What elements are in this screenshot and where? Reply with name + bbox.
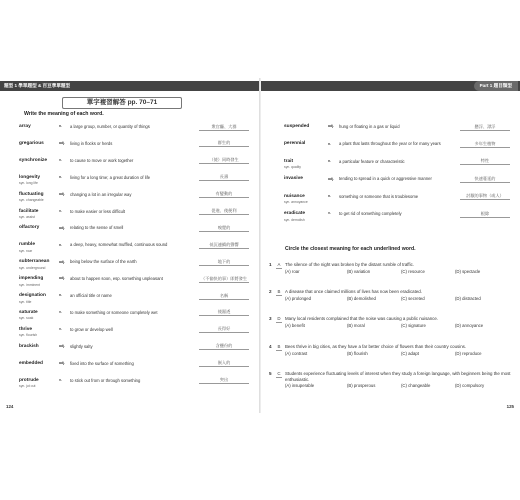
answer-option[interactable]: (D) spectacle <box>455 269 481 274</box>
page-number-right: 125 <box>506 404 514 409</box>
vocab-answer: 快速蔓延的 <box>460 176 510 183</box>
part-of-speech: v. <box>59 158 62 163</box>
vocab-synonym: syn. assist <box>19 215 35 219</box>
vocab-word: gregarious <box>19 140 44 146</box>
part-of-speech: adj. <box>328 176 335 181</box>
vocab-definition: living in flocks or herds <box>70 140 113 146</box>
answer-option[interactable]: (B) demolished <box>347 296 376 301</box>
part-of-speech: n. <box>328 141 332 146</box>
vocab-row <box>284 194 519 208</box>
vocab-definition: fixed into the surface of something <box>70 360 134 366</box>
vocab-answer: 地下的 <box>199 259 249 266</box>
vocab-synonym: syn. jut out <box>19 384 36 388</box>
vocab-word: rumble <box>19 242 35 248</box>
vocab-word: embedded <box>19 360 43 366</box>
vocab-answer: 根除 <box>460 211 510 218</box>
vocab-answer: 使濕透 <box>199 309 249 316</box>
vocab-definition: to make something or someone completely wet <box>70 309 158 315</box>
answer-option[interactable]: (C) adapt <box>401 351 419 356</box>
vocab-definition: something or someone that is troublesome <box>339 193 419 199</box>
vocab-definition: about to happen soon, esp. something unpleasant <box>70 276 163 282</box>
vocab-word: array <box>19 124 31 129</box>
question-answer: C <box>277 371 281 376</box>
answer-option[interactable]: (C) resource <box>401 269 425 274</box>
vocab-synonym: syn. title <box>19 299 32 304</box>
vocab-definition: tending to spread in a quick or aggressive manner <box>339 176 432 182</box>
vocab-word: thrive <box>19 326 33 332</box>
answer-option[interactable]: (C) signature <box>401 323 426 328</box>
vocab-synonym: syn. imminent <box>19 282 40 287</box>
part-of-speech: adj. <box>59 276 66 281</box>
answer-section-title: 單字複習解答 pp. 70–71 <box>62 97 182 109</box>
part-of-speech: adj. <box>59 141 66 146</box>
vocab-row <box>284 124 519 138</box>
vocab-definition: a particular feature or characteristic <box>339 158 405 164</box>
part-of-speech: n. <box>328 193 332 198</box>
vocab-row <box>284 141 519 155</box>
question-number: 1 <box>269 262 272 267</box>
part-of-speech: adj. <box>59 191 66 196</box>
vocab-synonym: syn. quality <box>284 165 301 170</box>
question-number: 3 <box>269 316 272 321</box>
vocab-row <box>19 192 254 206</box>
vocab-definition: to grow or develop well <box>70 326 113 332</box>
vocab-definition: hung or floating in a gas or liquid <box>339 124 400 129</box>
answer-option[interactable]: (B) prosperous <box>347 382 376 388</box>
part-of-speech: n. <box>59 242 63 247</box>
vocab-answer: 懸浮、漂浮 <box>460 124 510 131</box>
vocab-answer: 含鹽份的 <box>199 343 249 350</box>
vocab-definition: to cause to move or work together <box>70 157 134 163</box>
part-of-speech: v. <box>59 327 62 332</box>
vocab-synonym: syn. demolish <box>284 217 305 222</box>
vocab-row <box>19 361 254 375</box>
vocab-answer: 突出 <box>199 377 249 384</box>
vocab-row <box>19 225 254 239</box>
vocab-definition: an official title or name <box>70 293 112 298</box>
vocab-definition: a large group, number, or quantity of things <box>70 124 150 129</box>
vocab-word: protrude <box>19 377 39 383</box>
page-number-left: 124 <box>6 404 14 409</box>
vocab-synonym: syn. changeable <box>19 198 44 203</box>
question-answer: B <box>277 344 281 349</box>
answer-option[interactable]: (C) secreted <box>401 296 425 301</box>
question-number: 2 <box>269 289 272 294</box>
vocab-definition: slightly salty <box>70 343 93 349</box>
instruction-circle-meaning: Circle the closest meaning for each underlined word. <box>285 246 416 252</box>
vocab-answer: 嗅覺的 <box>199 225 249 232</box>
right-header-label: Part 1 題目類型 <box>474 81 518 91</box>
vocab-answer: 特性 <box>460 158 510 165</box>
vocab-answer: 促進、使便利 <box>199 208 249 215</box>
part-of-speech: adj. <box>59 225 66 230</box>
vocab-definition: changing a lot in an irregular way <box>70 191 132 197</box>
answer-option[interactable]: (B) moral <box>347 323 365 328</box>
part-of-speech: v. <box>328 211 331 216</box>
vocab-row <box>19 124 254 138</box>
right-header-bar <box>261 81 520 91</box>
part-of-speech: adj. <box>59 344 66 349</box>
vocab-word: fluctuating <box>19 191 44 197</box>
vocab-synonym: syn. roar <box>19 248 33 253</box>
vocab-answer: 群生的 <box>199 140 249 147</box>
part-of-speech: n. <box>59 124 63 129</box>
vocab-row <box>19 209 254 223</box>
part-of-speech: v. <box>59 310 62 315</box>
question-stem: Students experience fluctuating levels of interest when they study a foreign language, with beginners being the most enthusiastic. <box>285 371 511 382</box>
vocab-synonym: syn. annoyance <box>284 200 308 205</box>
question-stem: Bees thrive in big cities, as they have a far better choice of flowers than their country cousins. <box>285 344 467 349</box>
vocab-answer: 多年生植物 <box>460 141 510 148</box>
answer-option[interactable]: (D) annoyance <box>455 323 484 328</box>
vocab-word: invasive <box>284 176 303 182</box>
vocab-definition: to get rid of something completely <box>339 211 402 216</box>
vocab-word: suspended <box>284 124 310 129</box>
question-stem: Many local residents complained that the noise was causing a public nuisance. <box>285 316 439 321</box>
answer-option[interactable]: (B) flourish <box>347 351 368 356</box>
vocab-word: perennial <box>284 141 306 147</box>
part-of-speech: v. <box>59 377 62 382</box>
vocab-definition: living for a long time; a great duration of life <box>70 174 151 180</box>
vocab-definition: to stick out from or through something <box>70 377 141 383</box>
part-of-speech: adj. <box>328 124 335 129</box>
vocab-answer: 討厭的事物（或人） <box>460 193 510 200</box>
answer-option[interactable]: (D) reproduce <box>455 351 482 356</box>
vocab-row <box>19 378 254 392</box>
answer-option[interactable]: (A) roar <box>285 269 300 274</box>
part-of-speech: n. <box>59 293 63 298</box>
vocab-answer: 嵌入的 <box>199 360 249 367</box>
part-of-speech: n. <box>328 159 332 164</box>
vocab-row <box>19 293 254 307</box>
part-of-speech: adj. <box>59 259 66 264</box>
part-of-speech: n. <box>59 175 63 180</box>
vocab-word: saturate <box>19 309 38 315</box>
vocab-row <box>19 327 254 341</box>
answer-option[interactable]: (A) contrast <box>285 351 308 356</box>
vocab-definition: a deep, heavy, somewhat muffled, continuous sound <box>70 242 168 248</box>
vocab-word: facilitate <box>19 208 39 214</box>
vocab-row <box>19 175 254 189</box>
vocab-definition: relating to the sense of smell <box>70 225 124 231</box>
vocab-definition: to make easier or less difficult <box>70 208 126 214</box>
question-number: 5 <box>269 371 272 376</box>
vocab-answer: 低沉連續的聲響 <box>199 242 249 249</box>
question-answer: A <box>277 262 281 267</box>
vocab-synonym: syn. long life <box>19 181 38 186</box>
vocab-answer: 長得好 <box>199 326 249 333</box>
vocab-definition: being below the surface of the earth <box>70 259 137 265</box>
vocab-row <box>284 211 519 225</box>
vocab-answer: （不愉快的事）即將發生 <box>200 275 248 281</box>
vocab-row <box>19 276 254 290</box>
vocab-word: trait <box>284 158 294 164</box>
answer-option[interactable]: (C) changeable <box>401 382 431 388</box>
answer-option[interactable]: (A) benefit <box>285 323 305 328</box>
vocab-answer: 衆官廳、大群 <box>199 124 249 131</box>
vocab-definition: a plant that lasts throughout the year or for many years <box>339 141 441 147</box>
vocab-word: brackish <box>19 343 39 349</box>
vocab-row <box>19 158 254 172</box>
vocab-word: olfactory <box>19 225 40 231</box>
vocab-word: longevity <box>19 174 41 180</box>
answer-option[interactable]: (A) insuperable <box>285 382 315 388</box>
right-page <box>261 78 520 413</box>
vocab-row <box>19 259 254 273</box>
vocab-row <box>284 176 519 190</box>
vocab-answer: （使）同時發生 <box>199 157 249 164</box>
vocab-word: designation <box>19 293 46 298</box>
vocab-word: subterranean <box>19 259 50 265</box>
vocab-row <box>19 310 254 324</box>
answer-option[interactable]: (A) prolonged <box>285 296 312 301</box>
book-gutter <box>259 78 261 413</box>
vocab-row <box>19 344 254 358</box>
question-answer: B <box>277 289 281 294</box>
vocab-answer: 長壽 <box>199 174 249 181</box>
vocab-synonym: syn. flourish <box>19 333 38 338</box>
answer-option[interactable]: (D) distracted <box>455 296 481 301</box>
left-page <box>0 78 259 413</box>
question-stem: A disease that once claimed millions of lives has now been eradicated. <box>285 289 422 294</box>
question-answer: D <box>277 316 281 321</box>
vocab-answer: 有變動的 <box>199 191 249 198</box>
vocab-word: synchronize <box>19 157 47 163</box>
part-of-speech: v. <box>59 208 62 213</box>
vocab-row <box>19 242 254 256</box>
answer-option[interactable]: (B) variation <box>347 269 371 274</box>
question-number: 4 <box>269 344 272 349</box>
vocab-answer: 名稱 <box>199 293 249 300</box>
vocab-row <box>19 141 254 155</box>
vocab-synonym: syn. soak <box>19 316 34 321</box>
instruction-write-meaning: Write the meaning of each word. <box>24 111 104 117</box>
vocab-row <box>284 159 519 173</box>
left-header-bar <box>0 81 259 91</box>
vocab-word: eradicate <box>284 211 306 216</box>
vocab-synonym: syn. underground <box>19 265 46 270</box>
part-of-speech: adj. <box>59 360 66 365</box>
vocab-word: impending <box>19 276 44 282</box>
vocab-word: nuisance <box>284 193 305 199</box>
answer-option[interactable]: (D) compulsory <box>455 382 485 388</box>
left-header-label: 題型 1 學單題型 & 百豆學單題型 <box>4 83 71 88</box>
question-stem: The silence of the night was broken by the distant rumble of traffic. <box>285 262 415 267</box>
